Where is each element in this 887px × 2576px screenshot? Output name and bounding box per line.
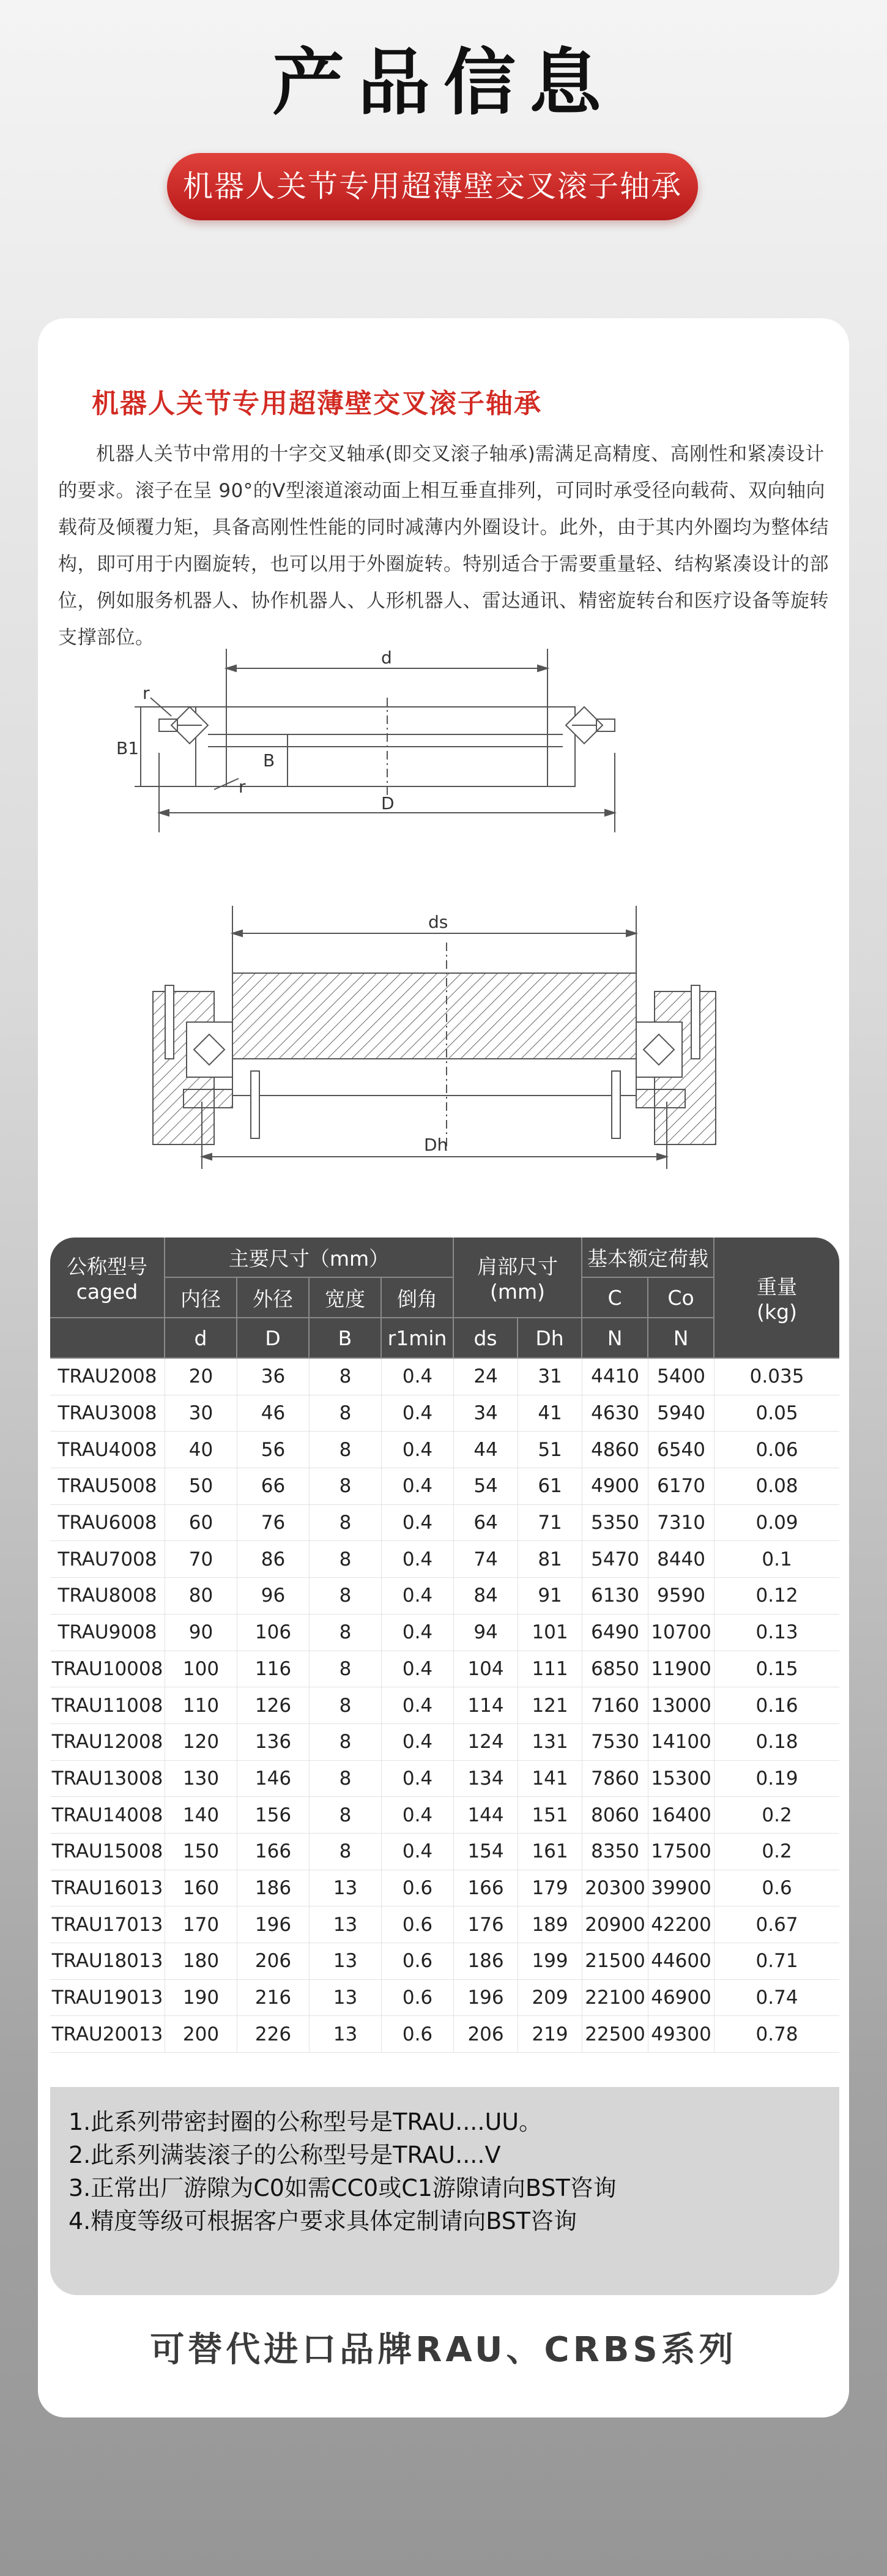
- table-cell: 40: [165, 1432, 237, 1468]
- table-cell: TRAU11008: [50, 1687, 165, 1724]
- header-model-label: 公称型号: [67, 1255, 147, 1279]
- table-cell: 0.6: [382, 1943, 454, 1980]
- table-cell: 206: [237, 1943, 310, 1980]
- table-cell: 216: [237, 1980, 310, 2017]
- table-cell: 17500: [648, 1834, 714, 1870]
- table-cell: 15300: [648, 1761, 714, 1798]
- header-width: 宽度: [310, 1278, 382, 1318]
- table-cell: 114: [454, 1687, 518, 1724]
- table-cell: 131: [518, 1724, 582, 1761]
- table-row: [50, 1834, 839, 1870]
- table-cell: 96: [237, 1578, 310, 1615]
- table-row: [50, 1432, 839, 1468]
- table-cell: 186: [454, 1943, 518, 1980]
- table-cell: 140: [165, 1797, 237, 1834]
- table-cell: 106: [237, 1615, 310, 1651]
- note-2: 2.此系列满装滚子的公称型号是TRAU....V: [69, 2141, 501, 2168]
- table-cell: TRAU12008: [50, 1724, 165, 1761]
- table-cell: 0.67: [714, 1906, 839, 1943]
- table-cell: 6850: [582, 1651, 648, 1688]
- table-cell: 44: [454, 1432, 518, 1468]
- dim-label-ds: ds: [428, 912, 448, 932]
- table-cell: 8: [310, 1359, 382, 1395]
- table-cell: 34: [454, 1395, 518, 1432]
- table-cell: 0.4: [382, 1615, 454, 1651]
- table-cell: 0.4: [382, 1505, 454, 1542]
- table-cell: 54: [454, 1468, 518, 1505]
- table-cell: 13: [310, 2016, 382, 2053]
- table-cell: 7860: [582, 1761, 648, 1798]
- dim-label-D: D: [381, 793, 395, 813]
- header-weight-label: 重量: [757, 1275, 798, 1299]
- table-cell: TRAU17013: [50, 1906, 165, 1943]
- table-cell: 206: [454, 2016, 518, 2053]
- table-cell: 51: [518, 1432, 582, 1468]
- table-cell: 0.13: [714, 1615, 839, 1651]
- table-row: [50, 1943, 839, 1980]
- header-co: Co: [648, 1278, 714, 1318]
- table-cell: 8: [310, 1687, 382, 1724]
- table-cell: 0.78: [714, 2016, 839, 2053]
- table-cell: 190: [165, 1980, 237, 2017]
- table-row: [50, 1359, 839, 1395]
- table-cell: 6540: [648, 1432, 714, 1468]
- header-empty: [50, 1318, 165, 1359]
- table-cell: 0.4: [382, 1395, 454, 1432]
- note-3: 3.正常出厂游隙为C0如需CC0或C1游隙请向BST咨询: [69, 2175, 617, 2201]
- header-weight-unit: (kg): [757, 1300, 797, 1324]
- table-cell: TRAU8008: [50, 1578, 165, 1615]
- table-cell: TRAU14008: [50, 1797, 165, 1834]
- table-cell: 8: [310, 1651, 382, 1688]
- table-cell: 0.2: [714, 1834, 839, 1870]
- page-title: 产品信息: [272, 40, 615, 125]
- table-cell: 0.4: [382, 1541, 454, 1578]
- table-cell: TRAU13008: [50, 1761, 165, 1798]
- table-cell: 11900: [648, 1651, 714, 1688]
- table-cell: 0.19: [714, 1761, 839, 1798]
- table-cell: 0.6: [714, 1870, 839, 1907]
- table-cell: 120: [165, 1724, 237, 1761]
- table-cell: 176: [454, 1906, 518, 1943]
- table-cell: 0.6: [382, 2016, 454, 2053]
- table-cell: 126: [237, 1687, 310, 1724]
- table-cell: 0.4: [382, 1687, 454, 1724]
- table-cell: 156: [237, 1797, 310, 1834]
- table-cell: 20900: [582, 1906, 648, 1943]
- table-cell: TRAU19013: [50, 1980, 165, 2017]
- table-cell: 20300: [582, 1870, 648, 1907]
- table-cell: 141: [518, 1761, 582, 1798]
- header-shoulder-unit: (mm): [490, 1280, 546, 1304]
- dim-label-d: d: [381, 649, 392, 668]
- table-cell: 5350: [582, 1505, 648, 1542]
- table-row: [50, 1761, 839, 1798]
- header-weight: [714, 1238, 839, 1359]
- table-cell: 8: [310, 1395, 382, 1432]
- table-cell: TRAU4008: [50, 1432, 165, 1468]
- table-cell: 76: [237, 1505, 310, 1542]
- table-cell: 13: [310, 1980, 382, 2017]
- table-cell: 101: [518, 1615, 582, 1651]
- table-cell: 8: [310, 1761, 382, 1798]
- dim-label-B1: B1: [116, 738, 139, 758]
- table-cell: 0.71: [714, 1943, 839, 1980]
- table-cell: 100: [165, 1651, 237, 1688]
- table-body: [50, 1359, 839, 2053]
- table-cell: 196: [237, 1906, 310, 1943]
- table-cell: 41: [518, 1395, 582, 1432]
- table-cell: 0.4: [382, 1432, 454, 1468]
- footer-tagline: 可替代进口品牌RAU、CRBS系列: [150, 2330, 737, 2370]
- table-cell: 22100: [582, 1980, 648, 2017]
- header-model: [50, 1238, 165, 1318]
- table-cell: 6130: [582, 1578, 648, 1615]
- table-cell: 81: [518, 1541, 582, 1578]
- header-n-c: N: [582, 1318, 648, 1359]
- table-cell: 199: [518, 1943, 582, 1980]
- subtitle-banner: 机器人关节专用超薄壁交叉滚子轴承: [167, 153, 698, 220]
- table-cell: 6490: [582, 1615, 648, 1651]
- table-cell: 0.6: [382, 1870, 454, 1907]
- table-cell: 0.035: [714, 1359, 839, 1395]
- table-cell: TRAU2008: [50, 1359, 165, 1395]
- table-cell: 30: [165, 1395, 237, 1432]
- table-cell: 61: [518, 1468, 582, 1505]
- table-cell: TRAU20013: [50, 2016, 165, 2053]
- table-cell: 0.1: [714, 1541, 839, 1578]
- table-cell: 50: [165, 1468, 237, 1505]
- table-cell: 161: [518, 1834, 582, 1870]
- table-row: [50, 1505, 839, 1542]
- header-ds: ds: [454, 1318, 518, 1359]
- table-cell: 200: [165, 2016, 237, 2053]
- table-cell: 0.6: [382, 1906, 454, 1943]
- table-cell: 180: [165, 1943, 237, 1980]
- header-D: D: [237, 1318, 310, 1359]
- table-cell: 0.4: [382, 1797, 454, 1834]
- table-row: [50, 1797, 839, 1834]
- table-cell: 10700: [648, 1615, 714, 1651]
- table-cell: 8440: [648, 1541, 714, 1578]
- dim-label-Dh: Dh: [424, 1135, 448, 1155]
- table-cell: 0.74: [714, 1980, 839, 2017]
- table-cell: 8: [310, 1468, 382, 1505]
- table-cell: 130: [165, 1761, 237, 1798]
- table-cell: 4630: [582, 1395, 648, 1432]
- header-r1min: r1min: [382, 1318, 454, 1359]
- table-cell: 60: [165, 1505, 237, 1542]
- table-cell: TRAU15008: [50, 1834, 165, 1870]
- table-row: [50, 1541, 839, 1578]
- table-cell: 6170: [648, 1468, 714, 1505]
- spec-table: [50, 1238, 839, 2053]
- table-cell: 14100: [648, 1724, 714, 1761]
- table-cell: 39900: [648, 1870, 714, 1907]
- table-cell: 0.06: [714, 1432, 839, 1468]
- table-cell: 8: [310, 1541, 382, 1578]
- table-cell: 8: [310, 1797, 382, 1834]
- table-cell: 0.2: [714, 1797, 839, 1834]
- table-cell: 4860: [582, 1432, 648, 1468]
- table-cell: 56: [237, 1432, 310, 1468]
- table-cell: 0.4: [382, 1834, 454, 1870]
- table-cell: 16400: [648, 1797, 714, 1834]
- table-cell: 5940: [648, 1395, 714, 1432]
- header-load: 基本额定荷载: [582, 1238, 714, 1278]
- table-cell: 151: [518, 1797, 582, 1834]
- table-cell: 64: [454, 1505, 518, 1542]
- table-cell: 0.4: [382, 1468, 454, 1505]
- table-cell: 8: [310, 1834, 382, 1870]
- table-cell: 0.12: [714, 1578, 839, 1615]
- table-cell: 136: [237, 1724, 310, 1761]
- table-cell: 0.4: [382, 1359, 454, 1395]
- table-cell: TRAU3008: [50, 1395, 165, 1432]
- table-row: [50, 1615, 839, 1651]
- table-cell: 31: [518, 1359, 582, 1395]
- header-main-dims: 主要尺寸（mm）: [165, 1238, 454, 1278]
- table-cell: 4410: [582, 1359, 648, 1395]
- table-cell: 146: [237, 1761, 310, 1798]
- table-row: [50, 1651, 839, 1688]
- dim-label-r-bottom: r: [239, 777, 246, 797]
- table-cell: 196: [454, 1980, 518, 2017]
- table-cell: 13: [310, 1943, 382, 1980]
- table-cell: TRAU18013: [50, 1943, 165, 1980]
- dim-label-r-top: r: [143, 683, 150, 703]
- table-cell: 7530: [582, 1724, 648, 1761]
- table-cell: 0.15: [714, 1651, 839, 1688]
- header-d: d: [165, 1318, 237, 1359]
- table-cell: 22500: [582, 2016, 648, 2053]
- table-cell: 44600: [648, 1943, 714, 1980]
- table-row: [50, 1395, 839, 1432]
- intro-paragraph: 机器人关节中常用的十字交叉轴承(即交叉滚子轴承)需满足高精度、高刚性和紧凑设计的要求。滚子在呈 90°的V型滚道滚动面上相互垂直排列，可同时承受径向载荷、双向轴向载荷及倾覆力矩，具备高刚性性能的同时减薄内外圈设计。此外，由于其内外圈均为整体结构，即可用于内圈旋转，也可以用于外圈旋转。特别适合于需要重量轻、结构紧凑设计的部位，例如服务机器人、协作机器人、人形机器人、雷达通讯、精密旋转台和医疗设备等旋转支撑部位。: [58, 443, 829, 649]
- dim-label-B: B: [263, 750, 275, 771]
- table-cell: TRAU16013: [50, 1870, 165, 1907]
- table-cell: 124: [454, 1724, 518, 1761]
- table-cell: 13: [310, 1870, 382, 1907]
- table-cell: 209: [518, 1980, 582, 2017]
- table-cell: 104: [454, 1651, 518, 1688]
- table-row: [50, 1870, 839, 1907]
- table-cell: 86: [237, 1541, 310, 1578]
- table-row: [50, 1468, 839, 1505]
- header-Dh: Dh: [518, 1318, 582, 1359]
- table-cell: 46: [237, 1395, 310, 1432]
- table-cell: 21500: [582, 1943, 648, 1980]
- table-cell: 144: [454, 1797, 518, 1834]
- table-cell: TRAU10008: [50, 1651, 165, 1688]
- table-cell: 166: [454, 1870, 518, 1907]
- header-shoulder-label: 肩部尺寸: [477, 1255, 559, 1279]
- table-row: [50, 1724, 839, 1761]
- table-cell: 13000: [648, 1687, 714, 1724]
- table-cell: 0.4: [382, 1578, 454, 1615]
- table-cell: 5400: [648, 1359, 714, 1395]
- table-cell: 154: [454, 1834, 518, 1870]
- table-cell: 80: [165, 1578, 237, 1615]
- table-cell: 8060: [582, 1797, 648, 1834]
- table-cell: 0.08: [714, 1468, 839, 1505]
- note-1: 1.此系列带密封圈的公称型号是TRAU....UU。: [69, 2108, 543, 2135]
- table-cell: 0.05: [714, 1395, 839, 1432]
- table-cell: 226: [237, 2016, 310, 2053]
- table-cell: TRAU9008: [50, 1615, 165, 1651]
- mounting-example-drawing: [141, 906, 752, 1200]
- card-heading: 机器人关节专用超薄壁交叉滚子轴承: [92, 388, 542, 419]
- header-outer: 外径: [237, 1278, 310, 1318]
- table-cell: 71: [518, 1505, 582, 1542]
- table-row: [50, 1906, 839, 1943]
- header-chamfer: 倒角: [382, 1278, 454, 1318]
- table-row: [50, 2016, 839, 2053]
- table-cell: 7310: [648, 1505, 714, 1542]
- table-cell: 24: [454, 1359, 518, 1395]
- table-cell: TRAU7008: [50, 1541, 165, 1578]
- header-B: B: [310, 1318, 382, 1359]
- table-cell: 8: [310, 1615, 382, 1651]
- table-cell: TRAU6008: [50, 1505, 165, 1542]
- table-cell: TRAU5008: [50, 1468, 165, 1505]
- header-n-co: N: [648, 1318, 714, 1359]
- table-cell: 0.4: [382, 1724, 454, 1761]
- table-row: [50, 1578, 839, 1615]
- table-cell: 166: [237, 1834, 310, 1870]
- table-cell: 84: [454, 1578, 518, 1615]
- table-cell: 5470: [582, 1541, 648, 1578]
- table-cell: 94: [454, 1615, 518, 1651]
- table-cell: 0.16: [714, 1687, 839, 1724]
- table-cell: 20: [165, 1359, 237, 1395]
- table-cell: 9590: [648, 1578, 714, 1615]
- table-cell: 0.6: [382, 1980, 454, 2017]
- table-row: [50, 1980, 839, 2017]
- notes: [69, 2105, 821, 2238]
- table-cell: 36: [237, 1359, 310, 1395]
- table-cell: 160: [165, 1870, 237, 1907]
- table-cell: 0.4: [382, 1761, 454, 1798]
- table-cell: 110: [165, 1687, 237, 1724]
- table-cell: 170: [165, 1906, 237, 1943]
- header-c: C: [582, 1278, 648, 1318]
- bearing-cross-section-drawing: [116, 649, 716, 851]
- table-cell: 150: [165, 1834, 237, 1870]
- table-cell: 0.09: [714, 1505, 839, 1542]
- table-cell: 66: [237, 1468, 310, 1505]
- table-cell: 49300: [648, 2016, 714, 2053]
- table-cell: 90: [165, 1615, 237, 1651]
- table-row: [50, 1687, 839, 1724]
- table-cell: 8350: [582, 1834, 648, 1870]
- table-cell: 70: [165, 1541, 237, 1578]
- table-cell: 8: [310, 1724, 382, 1761]
- table-cell: 13: [310, 1906, 382, 1943]
- table-cell: 7160: [582, 1687, 648, 1724]
- table-cell: 8: [310, 1432, 382, 1468]
- table-cell: 134: [454, 1761, 518, 1798]
- note-4: 4.精度等级可根据客户要求具体定制请向BST咨询: [69, 2208, 577, 2234]
- table-cell: 91: [518, 1578, 582, 1615]
- header-model-sub: caged: [76, 1280, 138, 1304]
- table-cell: 116: [237, 1651, 310, 1688]
- table-cell: 42200: [648, 1906, 714, 1943]
- table-cell: 111: [518, 1651, 582, 1688]
- table-cell: 74: [454, 1541, 518, 1578]
- table-cell: 121: [518, 1687, 582, 1724]
- table-cell: 189: [518, 1906, 582, 1943]
- table-cell: 219: [518, 2016, 582, 2053]
- table-cell: 4900: [582, 1468, 648, 1505]
- header-inner: 内径: [165, 1278, 237, 1318]
- table-cell: 8: [310, 1505, 382, 1542]
- table-cell: 0.4: [382, 1651, 454, 1688]
- table-cell: 0.18: [714, 1724, 839, 1761]
- header-shoulder: [454, 1238, 582, 1318]
- table-cell: 179: [518, 1870, 582, 1907]
- table-cell: 46900: [648, 1980, 714, 2017]
- table-cell: 186: [237, 1870, 310, 1907]
- table-cell: 8: [310, 1578, 382, 1615]
